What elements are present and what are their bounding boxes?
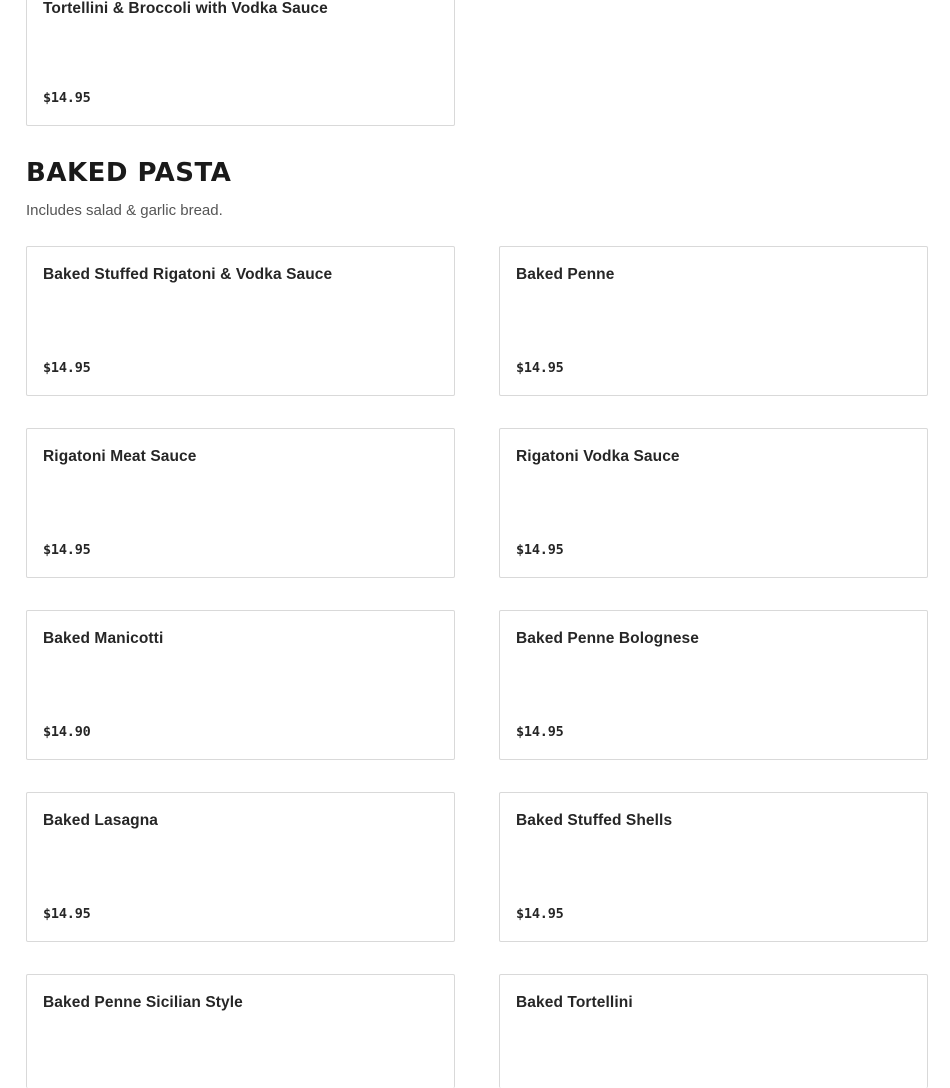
menu-item-card[interactable] — [26, 974, 455, 1088]
menu-item-card[interactable] — [26, 610, 455, 760]
menu-item-name: Rigatoni Meat Sauce — [43, 448, 197, 465]
menu-item-name: Baked Tortellini — [516, 994, 633, 1011]
menu-item-name: Rigatoni Vodka Sauce — [516, 448, 680, 465]
section-title: BAKED PASTA — [26, 158, 232, 188]
menu-item-card[interactable] — [26, 246, 455, 396]
menu-item-name: Baked Penne — [516, 266, 615, 283]
menu-item-name: Baked Stuffed Shells — [516, 812, 673, 829]
menu-item-name: Baked Penne Bolognese — [516, 630, 699, 647]
menu-item-name: Baked Penne Sicilian Style — [43, 994, 243, 1011]
menu-item-card[interactable] — [26, 0, 455, 126]
menu-item-card[interactable] — [499, 246, 928, 396]
menu-item-name: Baked Manicotti — [43, 630, 164, 647]
menu-item-price: $14.95 — [516, 542, 564, 558]
menu-item-card[interactable] — [499, 974, 928, 1088]
menu-item-price: $14.95 — [516, 360, 564, 376]
menu-item-name: Baked Stuffed Rigatoni & Vodka Sauce — [43, 266, 333, 283]
menu-item-price: $14.95 — [43, 90, 91, 106]
menu-item-price: $14.95 — [516, 906, 564, 922]
menu-item-name: Baked Lasagna — [43, 812, 159, 829]
menu-item-name: Tortellini & Broccoli with Vodka Sauce — [43, 0, 328, 17]
menu-item-price: $14.95 — [43, 360, 91, 376]
menu-item-card[interactable] — [499, 792, 928, 942]
menu-item-card[interactable] — [26, 428, 455, 578]
menu-item-card[interactable] — [26, 792, 455, 942]
menu-item-price: $14.90 — [43, 724, 91, 740]
menu-item-card[interactable] — [499, 428, 928, 578]
section-subtitle: Includes salad & garlic bread. — [26, 202, 223, 219]
menu-item-price: $14.95 — [43, 542, 91, 558]
menu-item-card[interactable] — [499, 610, 928, 760]
menu-item-price: $14.95 — [516, 724, 564, 740]
menu-item-price: $14.95 — [43, 906, 91, 922]
